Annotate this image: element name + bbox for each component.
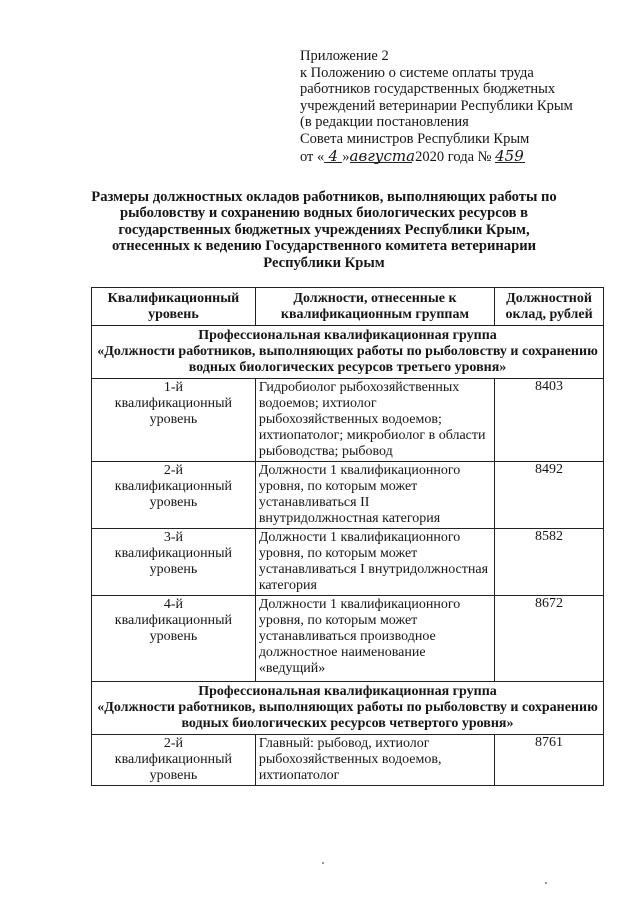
appendix-line-6: Совета министров Республики Крым (300, 130, 530, 147)
appendix-line-5: (в редакции постановления (300, 114, 469, 131)
level-tail: уровень (149, 768, 198, 783)
scan-speck (545, 882, 547, 884)
level-word: квалификационный (114, 479, 233, 494)
positions-cell: Должности 1 квалификационного уровня, по которым может устанавливаться производное должностное наименование «ведущий» (255, 596, 494, 682)
level-cell (92, 529, 256, 596)
level-word: квалификационный (114, 752, 233, 767)
date-day-handwritten: 4 (324, 148, 342, 165)
level-cell (92, 596, 256, 682)
level-tail: уровень (149, 629, 198, 644)
positions-cell: Главный: рыбовод, ихтиолог рыбохозяйственных водоемов, ихтиопатолог (255, 735, 494, 786)
appendix-header (300, 48, 620, 165)
appendix-line-1: Приложение 2 (300, 48, 389, 64)
positions-cell: Должности 1 квалификационного уровня, по которым может устанавливаться I внутридолжностная категория (255, 529, 494, 596)
scan-speck (322, 862, 324, 864)
group-2-line-2: «Должности работников, выполняющих работы по рыболовству и сохранению водных биологических ресурсов четвертого уровня» (97, 700, 598, 731)
table-header-row (92, 288, 604, 326)
group-1-line-1: Профессиональная квалификационная группа (198, 328, 497, 343)
table-row (92, 462, 604, 529)
level-word: квалификационный (114, 613, 233, 628)
level-number: 2-й (163, 463, 183, 478)
group-heading-2 (92, 682, 604, 735)
level-word: квалификационный (114, 546, 233, 561)
date-number-handwritten: 459 (495, 146, 524, 165)
date-mid: » (342, 148, 350, 165)
level-number: 4-й (163, 597, 183, 612)
appendix-date-line (300, 148, 620, 166)
document-title: Размеры должностных окладов работников, выполняющих работы по рыболовству и сохранению водных биологических ресурсов в государственных бюджетных учреждениях Республики Крым, отнесенных к ведению Государственного комитета ветеринарии Республики Крым (91, 189, 557, 271)
date-year: 2020 года № (415, 148, 492, 165)
salary-cell: 8761 (495, 735, 604, 786)
salary-cell: 8672 (495, 596, 604, 682)
appendix-line-3: работников государственных бюджетных (300, 81, 556, 98)
date-prefix: от « (300, 148, 325, 165)
header-salary: Должностной оклад, рублей (495, 288, 604, 326)
group-2-line-1: Профессиональная квалификационная группа (198, 684, 497, 699)
positions-cell: Гидробиолог рыбохозяйственных водоемов; ихтиолог рыбохозяйственных водоемов; ихтиопатолог; микробиолог в области рыбоводства; рыбовод (255, 379, 494, 462)
level-tail: уровень (149, 562, 198, 577)
salary-cell: 8582 (495, 529, 604, 596)
header-positions: Должности, отнесенные к квалификационным группам (255, 288, 494, 326)
header-level: Квалификационный уровень (92, 288, 256, 326)
date-month-handwritten: августа (349, 146, 416, 165)
level-number: 1-й (163, 380, 183, 395)
positions-cell: Должности 1 квалификационного уровня, по которым может устанавливаться II внутридолжностная категория (255, 462, 494, 529)
salary-table (91, 287, 604, 786)
level-tail: уровень (149, 495, 198, 510)
level-tail: уровень (149, 412, 198, 427)
table-row (92, 379, 604, 462)
table-row (92, 735, 604, 786)
level-cell (92, 735, 256, 786)
level-number: 2-й (163, 736, 183, 751)
group-row-third-level (92, 326, 604, 379)
level-word: квалификационный (114, 396, 233, 411)
level-cell (92, 462, 256, 529)
appendix-line-4: учреждений ветеринарии Республики Крым (300, 97, 573, 114)
level-cell (92, 379, 256, 462)
salary-cell: 8403 (495, 379, 604, 462)
salary-cell: 8492 (495, 462, 604, 529)
level-number: 3-й (163, 530, 183, 545)
group-row-fourth-level (92, 682, 604, 735)
group-heading-1 (92, 326, 604, 379)
table-row (92, 596, 604, 682)
appendix-line-2: к Положению о системе оплаты труда (300, 64, 534, 81)
group-1-line-2: «Должности работников, выполняющих работы по рыболовству и сохранению водных биологических ресурсов третьего уровня» (97, 344, 598, 375)
table-row (92, 529, 604, 596)
